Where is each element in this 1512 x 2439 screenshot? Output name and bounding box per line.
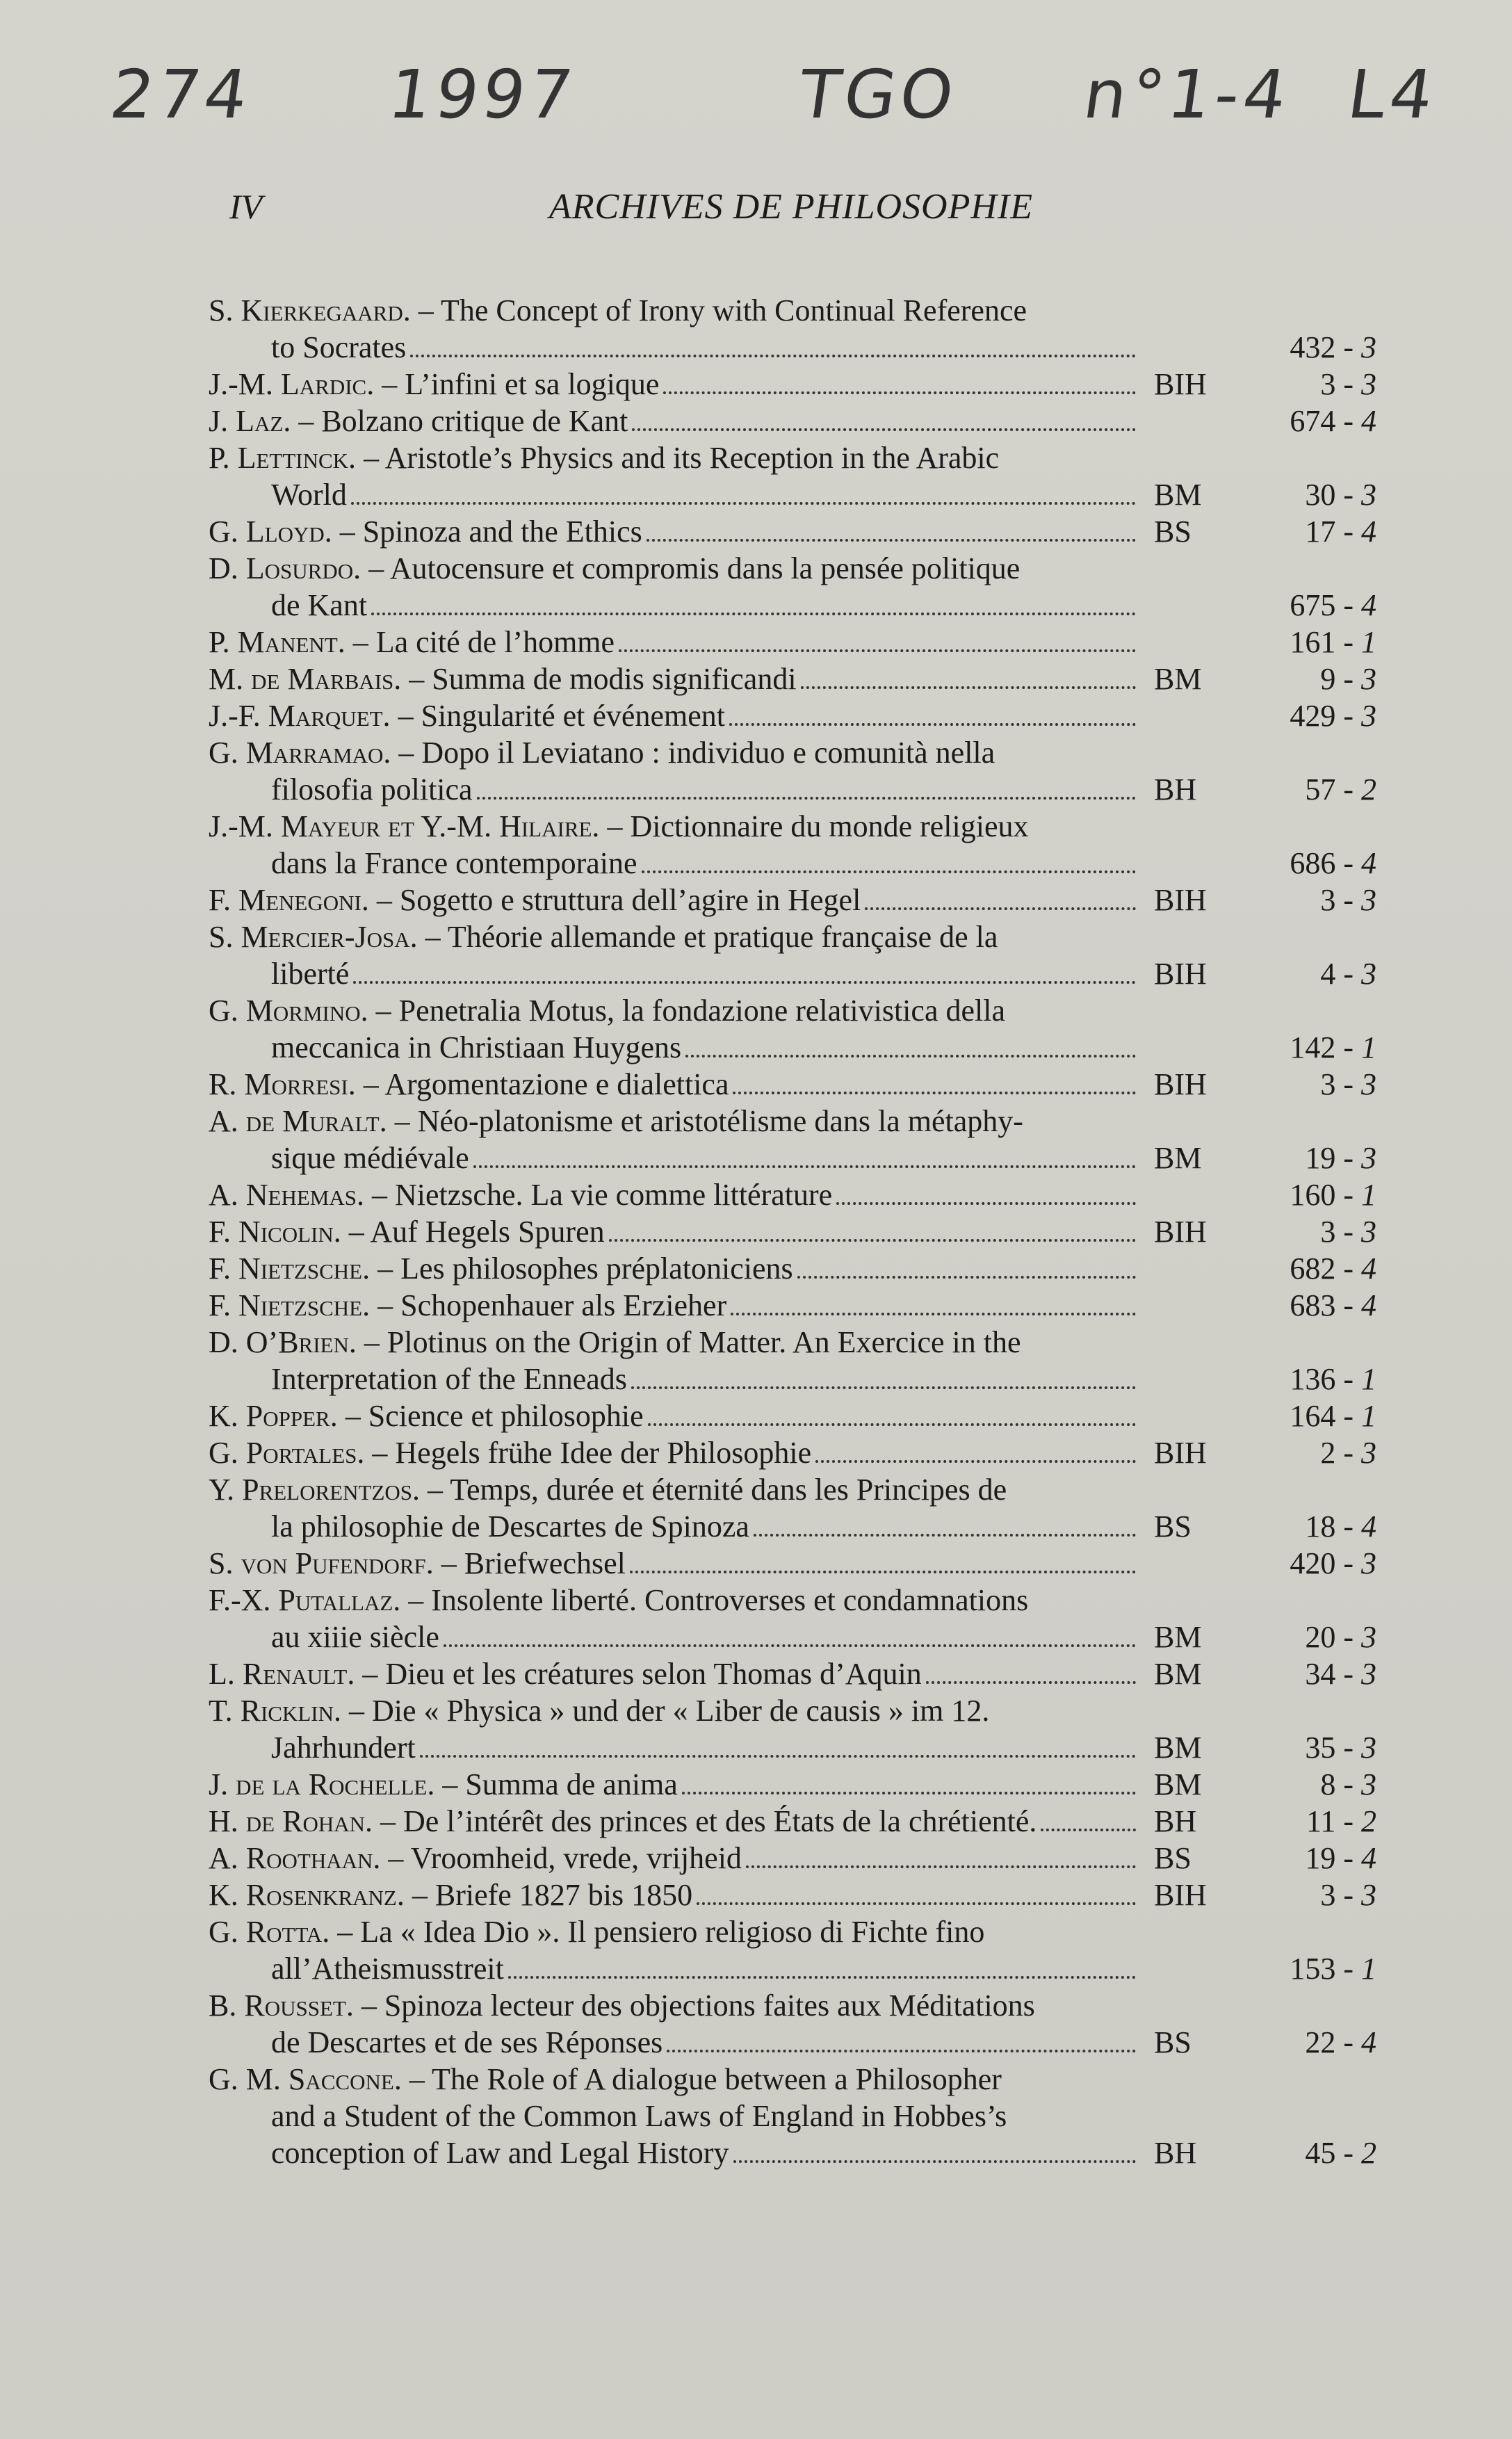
- entry-issue: 3: [1354, 478, 1376, 512]
- entry-review-code: BIH: [1154, 367, 1207, 401]
- entry-title-line: dans la France contemporaine: [271, 846, 637, 880]
- entry-review-code: BM: [1154, 478, 1202, 512]
- entry-author: Y. Prelorentzos.: [209, 1473, 421, 1507]
- entry-page-ref: [1258, 1766, 1376, 1803]
- entry-page-ref: [1258, 587, 1376, 624]
- entry-title-line: – Spinoza and the Ethics: [339, 514, 642, 549]
- entry-review-code: BIH: [1154, 1067, 1207, 1101]
- entry-issue: 3: [1354, 1215, 1376, 1249]
- entry-issue: 4: [1354, 1251, 1376, 1286]
- index-entry: [209, 1471, 1376, 1545]
- entry-review-code: BIH: [1154, 1878, 1207, 1912]
- entry-page: 45 -: [1305, 2136, 1354, 2170]
- entry-title-line: – Bolzano critique de Kant: [298, 404, 628, 438]
- entry-issue: 4: [1354, 514, 1376, 549]
- handwritten-note-5: L4: [1343, 56, 1442, 133]
- entry-title-line: Interpretation of the Enneads: [271, 1362, 627, 1396]
- entry-title-line: au xiiie siècle: [271, 1620, 439, 1654]
- entry-page-ref: [1258, 1950, 1376, 1987]
- entry-title-line: – Plotinus on the Origin of Matter. An Exercice in the: [364, 1325, 1021, 1359]
- leader-dots: [797, 1276, 1136, 1279]
- entry-author: G. Mormino.: [209, 994, 368, 1028]
- entry-page: 8 -: [1320, 1767, 1354, 1801]
- entry-issue: 3: [1354, 662, 1376, 696]
- entry-issue: 1: [1354, 1178, 1376, 1212]
- entry-title-line: – Auf Hegels Spuren: [348, 1215, 605, 1249]
- entry-page-ref: [1258, 771, 1376, 808]
- entry-page-ref: [1258, 1803, 1376, 1840]
- index-entry: [209, 734, 1376, 808]
- entry-review-code: BIH: [1154, 1215, 1207, 1249]
- entry-issue: 3: [1354, 1620, 1376, 1654]
- index-entry: [209, 992, 1376, 1066]
- entry-review-code: BS: [1154, 1509, 1192, 1543]
- handwritten-note-2: 1997: [384, 56, 582, 133]
- entry-title-line: – Autocensure et compromis dans la pensée politique: [368, 551, 1021, 585]
- entry-page: 3 -: [1320, 367, 1354, 401]
- index-entry: [209, 1066, 1376, 1103]
- entry-author: G. Lloyd.: [209, 514, 332, 549]
- leader-dots: [663, 391, 1136, 394]
- entry-title-line: – Les philosophes préplatoniciens: [377, 1251, 793, 1286]
- entry-page: 4 -: [1320, 957, 1354, 991]
- leader-dots: [619, 649, 1136, 652]
- index-entry: [209, 808, 1376, 882]
- index-entry: [209, 1877, 1376, 1913]
- leader-dots: [632, 428, 1136, 431]
- entry-title-line: – La « Idea Dio ». Il pensiero religioso di Fichte fino: [337, 1915, 985, 1949]
- leader-dots: [353, 981, 1136, 984]
- index-entry: [209, 1103, 1376, 1176]
- index-entries: [209, 292, 1376, 2171]
- entry-page-ref: [1258, 366, 1376, 403]
- entry-title-line: – Science et philosophie: [345, 1399, 644, 1433]
- leader-dots: [642, 870, 1136, 873]
- entry-review-code: BS: [1154, 1841, 1192, 1875]
- entry-page-ref: [1258, 661, 1376, 697]
- index-entry: [209, 439, 1376, 513]
- entry-author: P. Manent.: [209, 625, 346, 659]
- entry-page: 686 -: [1290, 846, 1354, 880]
- entry-review-code: BS: [1154, 514, 1192, 549]
- entry-page: 22 -: [1305, 2025, 1354, 2059]
- entry-title-line: and a Student of the Common Laws of England in Hobbes’s: [271, 2099, 1007, 2133]
- entry-title-line: all’Atheismusstreit: [271, 1952, 504, 1986]
- entry-page-ref: [1258, 955, 1376, 992]
- entry-title-line: – Briefe 1827 bis 1850: [412, 1878, 693, 1912]
- entry-author: L. Renault.: [209, 1657, 355, 1691]
- entry-author: F. Menegoni.: [209, 883, 369, 917]
- leader-dots: [926, 1681, 1136, 1684]
- entry-page: 142 -: [1290, 1030, 1354, 1064]
- entry-author: A. de Muralt.: [209, 1104, 387, 1138]
- entry-page-ref: [1258, 1066, 1376, 1103]
- entry-page-ref: [1258, 1840, 1376, 1877]
- entry-title-line: – The Role of A dialogue between a Philosopher: [409, 2062, 1002, 2096]
- entry-title-line: Jahrhundert: [271, 1731, 416, 1765]
- entry-page-ref: [1258, 1508, 1376, 1545]
- entry-issue: 4: [1354, 1288, 1376, 1322]
- entry-issue: 3: [1354, 699, 1376, 733]
- entry-page: 682 -: [1290, 1251, 1354, 1286]
- entry-author: R. Morresi.: [209, 1067, 356, 1101]
- entry-issue: 3: [1354, 1767, 1376, 1801]
- entry-page-ref: [1258, 1877, 1376, 1913]
- index-entry: [209, 366, 1376, 403]
- index-entry: [209, 1803, 1376, 1840]
- leader-dots: [733, 1092, 1136, 1094]
- entry-page-ref: [1258, 2134, 1376, 2171]
- leader-dots: [473, 1165, 1136, 1168]
- entry-title-line: – Aristotle’s Physics and its Reception in the Arabic: [364, 441, 1000, 475]
- entry-author: J. Laz.: [209, 404, 291, 438]
- entry-title-line: – Briefwechsel: [441, 1546, 626, 1580]
- entry-title-line: – Summa de modis significandi: [409, 662, 797, 696]
- index-entry: [209, 1692, 1376, 1766]
- entry-author: G. Rotta.: [209, 1915, 330, 1949]
- index-entry: [209, 1287, 1376, 1324]
- entry-author: D. Losurdo.: [209, 551, 361, 585]
- entry-issue: 3: [1354, 957, 1376, 991]
- index-entry: [209, 1250, 1376, 1287]
- entry-review-code: BIH: [1154, 883, 1207, 917]
- index-entry: [209, 1397, 1376, 1434]
- entry-page: 3 -: [1320, 1215, 1354, 1249]
- entry-issue: 1: [1354, 625, 1376, 659]
- index-entry: [209, 292, 1376, 366]
- entry-author: F.-X. Putallaz.: [209, 1583, 401, 1617]
- entry-review-code: BM: [1154, 1767, 1202, 1801]
- entry-page: 675 -: [1290, 588, 1354, 622]
- leader-dots: [685, 1055, 1136, 1058]
- entry-review-code: BH: [1154, 1804, 1197, 1838]
- leader-dots: [371, 613, 1136, 615]
- entry-page: 30 -: [1305, 478, 1354, 512]
- leader-dots: [746, 1865, 1136, 1868]
- entry-title-line: conception of Law and Legal History: [271, 2136, 729, 2170]
- entry-issue: 3: [1354, 1546, 1376, 1580]
- entry-page-ref: [1258, 697, 1376, 734]
- leader-dots: [754, 1534, 1136, 1537]
- entry-title-line: World: [271, 478, 347, 512]
- entry-issue: 3: [1354, 1067, 1376, 1101]
- entry-review-code: BM: [1154, 662, 1202, 696]
- entry-issue: 3: [1354, 1436, 1376, 1470]
- entry-title-line: – Singularité et événement: [398, 699, 725, 733]
- entry-title-line: – Dictionnaire du monde religieux: [607, 809, 1029, 843]
- leader-dots: [731, 1313, 1136, 1315]
- entry-issue: 3: [1354, 330, 1376, 364]
- entry-author: M. de Marbais.: [209, 662, 402, 696]
- leader-dots: [631, 1386, 1136, 1389]
- entry-review-code: BS: [1154, 2025, 1192, 2059]
- index-entry: [209, 1582, 1376, 1655]
- entry-title-line: – L’infini et sa logique: [382, 367, 660, 401]
- entry-author: G. M. Saccone.: [209, 2062, 402, 2096]
- entry-issue: 4: [1354, 588, 1376, 622]
- leader-dots: [1041, 1829, 1136, 1831]
- entry-page: 3 -: [1320, 883, 1354, 917]
- entry-issue: 4: [1354, 846, 1376, 880]
- handwritten-note-1: 274: [106, 56, 257, 133]
- entry-title-line: – Nietzsche. La vie comme littérature: [372, 1178, 833, 1212]
- entry-title-line: – De l’intérêt des princes et des États de la chrétienté.: [380, 1804, 1037, 1838]
- entry-page: 432 -: [1290, 330, 1354, 364]
- index-entry: [209, 1176, 1376, 1213]
- entry-issue: 2: [1354, 2136, 1376, 2170]
- entry-issue: 1: [1354, 1952, 1376, 1986]
- entry-title-line: – Dieu et les créatures selon Thomas d’Aquin: [362, 1657, 922, 1691]
- entry-author: T. Ricklin.: [209, 1694, 341, 1728]
- entry-issue: 3: [1354, 883, 1376, 917]
- entry-page-ref: [1258, 1176, 1376, 1213]
- entry-title-line: – The Concept of Irony with Continual Reference: [418, 293, 1027, 327]
- entry-title-line: meccanica in Christiaan Huygens: [271, 1030, 682, 1064]
- entry-page: 3 -: [1320, 1878, 1354, 1912]
- leader-dots: [351, 502, 1136, 505]
- entry-issue: 1: [1354, 1399, 1376, 1433]
- leader-dots: [410, 355, 1136, 357]
- entry-author: J. de la Rochelle.: [209, 1767, 435, 1801]
- index-entry: [209, 1913, 1376, 1987]
- leader-dots: [648, 1423, 1136, 1426]
- entry-page: 9 -: [1320, 662, 1354, 696]
- index-entry: [209, 918, 1376, 992]
- entry-title-line: de Descartes et de ses Réponses: [271, 2025, 663, 2059]
- entry-title-line: – La cité de l’homme: [352, 625, 615, 659]
- entry-author: D. O’Brien.: [209, 1325, 357, 1359]
- entry-page-ref: [1258, 882, 1376, 918]
- entry-author: F. Nietzsche.: [209, 1251, 371, 1286]
- entry-review-code: BM: [1154, 1731, 1202, 1765]
- entry-page-ref: [1258, 1287, 1376, 1324]
- entry-title-line: – Summa de anima: [442, 1767, 678, 1801]
- entry-title-line: de Kant: [271, 588, 368, 622]
- entry-page: 17 -: [1305, 514, 1354, 549]
- entry-page: 429 -: [1290, 699, 1354, 733]
- entry-page-ref: [1258, 1397, 1376, 1434]
- entry-page-ref: [1258, 1729, 1376, 1766]
- entry-page-ref: [1258, 1029, 1376, 1066]
- leader-dots: [420, 1755, 1136, 1758]
- entry-author: A. Nehemas.: [209, 1178, 365, 1212]
- index-entry: [209, 1213, 1376, 1250]
- entry-issue: 1: [1354, 1362, 1376, 1396]
- entry-page-ref: [1258, 329, 1376, 366]
- entry-author: S. Mercier-Josa.: [209, 920, 418, 954]
- leader-dots: [508, 1976, 1136, 1979]
- entry-review-code: BM: [1154, 1141, 1202, 1175]
- entry-title-line: sique médiévale: [271, 1141, 469, 1175]
- leader-dots: [682, 1792, 1136, 1794]
- entry-page: 20 -: [1305, 1620, 1354, 1654]
- entry-page-ref: [1258, 1655, 1376, 1692]
- entry-issue: 4: [1354, 2025, 1376, 2059]
- entry-title-line: – Schopenhauer als Erzieher: [377, 1288, 727, 1322]
- entry-author: J.-F. Marquet.: [209, 699, 391, 733]
- entry-page-ref: [1258, 476, 1376, 513]
- entry-author: P. Lettinck.: [209, 441, 357, 475]
- entry-issue: 3: [1354, 1657, 1376, 1691]
- entry-title-line: – Néo-platonisme et aristotélisme dans la métaphy-: [394, 1104, 1023, 1138]
- index-entry: [209, 697, 1376, 734]
- entry-issue: 4: [1354, 1841, 1376, 1875]
- leader-dots: [729, 723, 1136, 726]
- entry-page: 19 -: [1305, 1841, 1354, 1875]
- entry-title-line: – Spinoza lecteur des objections faites aux Méditations: [361, 1988, 1035, 2023]
- leader-dots: [667, 2050, 1136, 2052]
- entry-author: J.-M. Lardic.: [209, 367, 375, 401]
- entry-issue: 2: [1354, 1804, 1376, 1838]
- entry-title-line: – Penetralia Motus, la fondazione relativistica della: [375, 994, 1005, 1028]
- entry-page: 153 -: [1290, 1952, 1354, 1986]
- entry-title-line: – Vroomheid, vrede, vrijheid: [388, 1841, 742, 1875]
- running-title: ARCHIVES DE PHILOSOPHIE: [549, 187, 1033, 227]
- entry-page-ref: [1258, 1213, 1376, 1250]
- leader-dots: [477, 797, 1136, 800]
- entry-page-ref: [1258, 1140, 1376, 1176]
- entry-issue: 3: [1354, 1141, 1376, 1175]
- entry-review-code: BIH: [1154, 1436, 1207, 1470]
- entry-page: 164 -: [1290, 1399, 1354, 1433]
- leader-dots: [815, 1460, 1136, 1463]
- entry-issue: 3: [1354, 1878, 1376, 1912]
- entry-page: 136 -: [1290, 1362, 1354, 1396]
- entry-page-ref: [1258, 1545, 1376, 1582]
- entry-author: G. Marramao.: [209, 736, 391, 770]
- entry-issue: 2: [1354, 772, 1376, 807]
- entry-review-code: BH: [1154, 772, 1197, 807]
- leader-dots: [836, 1202, 1136, 1205]
- entry-page: 674 -: [1290, 404, 1354, 438]
- index-entry: [209, 1324, 1376, 1397]
- entry-title-line: – Temps, durée et éternité dans les Principes de: [428, 1473, 1007, 1507]
- entry-page-ref: [1258, 624, 1376, 661]
- entry-page: 57 -: [1305, 772, 1354, 807]
- entry-author: K. Popper.: [209, 1399, 338, 1433]
- entry-author: S. von Pufendorf.: [209, 1546, 434, 1580]
- index-entry: [209, 882, 1376, 918]
- entry-page: 11 -: [1306, 1804, 1354, 1838]
- entry-title-line: – Dopo il Leviatano : individuo e comunità nella: [398, 736, 995, 770]
- entry-author: G. Portales.: [209, 1436, 365, 1470]
- entry-review-code: BH: [1154, 2136, 1197, 2170]
- entry-page: 34 -: [1305, 1657, 1354, 1691]
- entry-page-ref: [1258, 2024, 1376, 2061]
- leader-dots: [865, 907, 1136, 910]
- entry-issue: 3: [1354, 367, 1376, 401]
- entry-page: 161 -: [1290, 625, 1354, 659]
- entry-issue: 4: [1354, 404, 1376, 438]
- index-entry: [209, 661, 1376, 697]
- leader-dots: [733, 2160, 1136, 2163]
- entry-author: H. de Rohan.: [209, 1804, 373, 1838]
- entry-page-ref: [1258, 403, 1376, 439]
- index-entry: [209, 403, 1376, 439]
- index-entry: [209, 1766, 1376, 1803]
- entry-page: 2 -: [1320, 1436, 1354, 1470]
- index-entry: [209, 1840, 1376, 1877]
- entry-author: A. Roothaan.: [209, 1841, 381, 1875]
- leader-dots: [647, 539, 1136, 542]
- entry-review-code: BM: [1154, 1620, 1202, 1654]
- entry-page-ref: [1258, 513, 1376, 550]
- entry-issue: 3: [1354, 1731, 1376, 1765]
- entry-title-line: – Théorie allemande et pratique française de la: [425, 920, 998, 954]
- entry-page-ref: [1258, 1434, 1376, 1471]
- entry-review-code: BIH: [1154, 957, 1207, 991]
- entry-issue: 1: [1354, 1030, 1376, 1064]
- index-entry: [209, 1434, 1376, 1471]
- index-entry: [209, 1987, 1376, 2061]
- entry-title-line: filosofia politica: [271, 772, 473, 807]
- index-entry: [209, 2061, 1376, 2171]
- entry-review-code: BM: [1154, 1657, 1202, 1691]
- entry-page: 18 -: [1305, 1509, 1354, 1543]
- entry-page: 160 -: [1290, 1178, 1354, 1212]
- entry-page: 19 -: [1305, 1141, 1354, 1175]
- entry-author: S. Kierkegaard.: [209, 293, 411, 327]
- leader-dots: [630, 1571, 1136, 1573]
- leader-dots: [609, 1239, 1136, 1242]
- entry-page-ref: [1258, 1361, 1376, 1397]
- entry-page-ref: [1258, 1619, 1376, 1655]
- entry-page: 683 -: [1290, 1288, 1354, 1322]
- index-entry: [209, 1655, 1376, 1692]
- leader-dots: [697, 1902, 1136, 1905]
- page-number: IV: [229, 187, 263, 226]
- entry-page: 35 -: [1305, 1731, 1354, 1765]
- handwritten-note-3: TGO: [794, 56, 963, 133]
- entry-title-line: la philosophie de Descartes de Spinoza: [271, 1509, 749, 1543]
- entry-title-line: – Hegels frühe Idee der Philosophie: [372, 1436, 812, 1470]
- entry-page: 3 -: [1320, 1067, 1354, 1101]
- entry-title-line: liberté: [271, 957, 350, 991]
- leader-dots: [801, 686, 1136, 689]
- entry-author: K. Rosenkranz.: [209, 1878, 405, 1912]
- index-entry: [209, 513, 1376, 550]
- entry-author: J.-M. Mayeur et Y.-M. Hilaire.: [209, 809, 600, 843]
- leader-dots: [444, 1644, 1136, 1647]
- entry-page: 420 -: [1290, 1546, 1354, 1580]
- entry-author: F. Nicolin.: [209, 1215, 341, 1249]
- entry-author: B. Rousset.: [209, 1988, 354, 2023]
- entry-author: F. Nietzsche.: [209, 1288, 371, 1322]
- index-entry: [209, 624, 1376, 661]
- index-entry: [209, 1545, 1376, 1582]
- entry-title-line: – Argomentazione e dialettica: [363, 1067, 729, 1101]
- entry-page-ref: [1258, 845, 1376, 882]
- entry-title-line: – Sogetto e struttura dell’agire in Hegel: [376, 883, 861, 917]
- entry-title-line: to Socrates: [271, 330, 407, 364]
- entry-title-line: – Die « Physica » und der « Liber de causis » im 12.: [349, 1694, 990, 1728]
- entry-page-ref: [1258, 1250, 1376, 1287]
- entry-title-line: – Insolente liberté. Controverses et condamnations: [408, 1583, 1029, 1617]
- entry-issue: 4: [1354, 1509, 1376, 1543]
- handwritten-note-4: n°1-4: [1079, 56, 1296, 133]
- index-entry: [209, 550, 1376, 624]
